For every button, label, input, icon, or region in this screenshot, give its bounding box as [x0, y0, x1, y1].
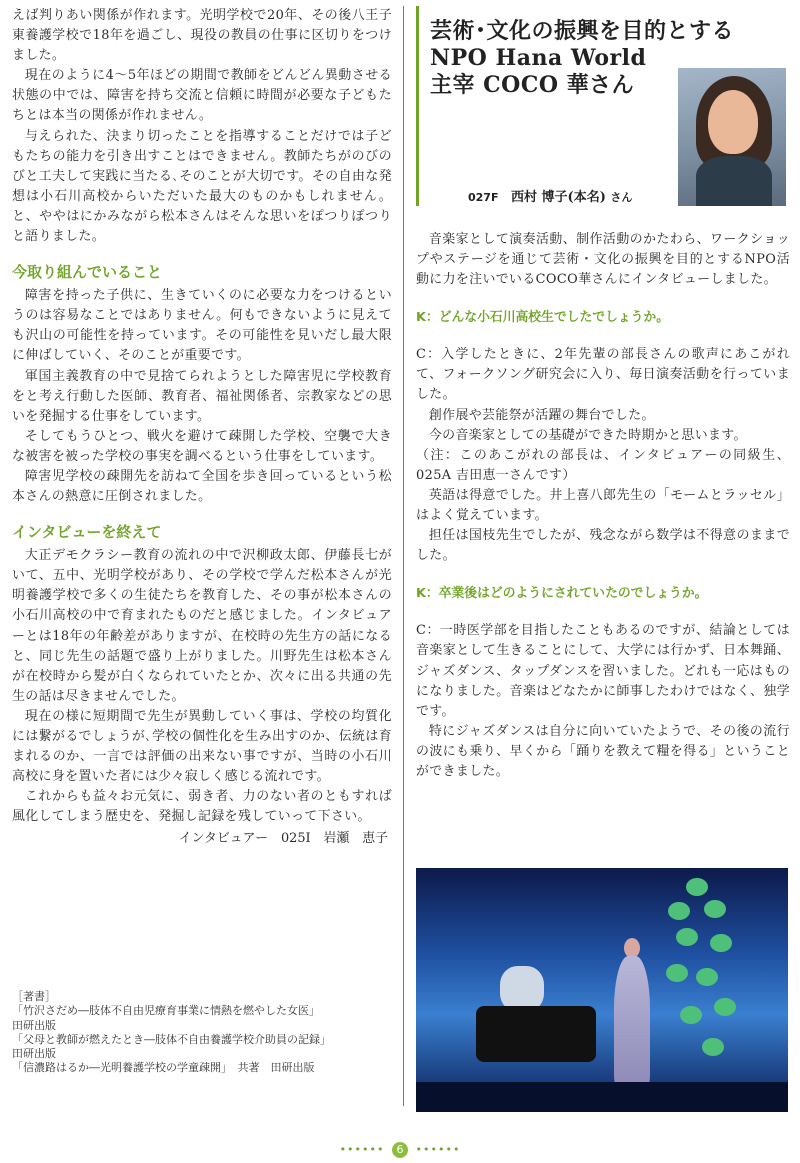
- page-number: 6: [392, 1142, 408, 1158]
- page-number-footer: [0, 1142, 800, 1158]
- leaf-shape: [702, 1038, 724, 1056]
- leaf-shape: [666, 964, 688, 982]
- title-accent-bar: [416, 6, 419, 206]
- question-1: K：どんな小石川高校生でしたでしょうか。: [416, 310, 670, 326]
- interview-body: [416, 230, 790, 782]
- answer1-paragraph-1: C：入学したときに、2年先輩の部長さんの歌声にあこがれて、フォークソング研究会に入り、毎日演奏活動を行っていました。: [416, 347, 790, 403]
- interview-intro: 音楽家として演奏活動、制作活動のかたわら、ワークショップやステージを通じて芸術・文化の振興を目的とするNPO活動に力を注いでいるCOCO華さんにインタビューしました。: [416, 232, 790, 288]
- column-divider: [403, 6, 404, 1106]
- grand-piano: [476, 1006, 596, 1062]
- stage-tree-prop: [666, 878, 736, 1078]
- books-list: [12, 990, 392, 1076]
- leaf-shape: [696, 968, 718, 986]
- leaf-shape: [668, 902, 690, 920]
- title-line-2: NPO Hana World: [430, 45, 647, 71]
- singer-figure: [612, 938, 652, 1088]
- answer1-paragraph-3: 今の音楽家としての基礎ができた時期かと思います。: [428, 427, 747, 443]
- portrait-face: [708, 90, 758, 154]
- leaf-shape: [686, 878, 708, 896]
- stage-floor: [416, 1082, 788, 1112]
- portrait-scarf: [696, 156, 772, 206]
- intro-paragraph-3: 与えられた、決まり切ったことを指導することだけでは子どもたちの能力を引き出すことはできません。教師たちがのびのびと工夫して実践に当たる､そのことが大切です。その自由な発想は小石川高校からいただいた最大のものかもしれません。と、ややはにかみながら松本さんはそんな思いをぽつりぽつりと語りました。: [12, 128, 392, 245]
- answer1-paragraph-6: 担任は国枝先生でしたが、残念ながら数学は不得意のままでした。: [416, 528, 790, 564]
- footer-dots-left: ••••••: [339, 1143, 385, 1156]
- section1-paragraph-3: そしてもうひとつ、戦火を避けて疎開した学校、空襲で大きな被害を被った学校の事実を調べるという仕事をしています。: [12, 428, 392, 464]
- leaf-shape: [704, 900, 726, 918]
- book-publisher: 田研出版: [12, 1047, 56, 1061]
- book-publisher: 田研出版: [12, 1018, 56, 1032]
- section1-paragraph-4: 障害児学校の疎開先を訪ねて全国を歩き回っているという松本さんの熱意に圧倒されました。: [12, 468, 392, 505]
- leaf-shape: [676, 928, 698, 946]
- interviewee-byline: [468, 186, 632, 205]
- answer2-paragraph-1: C：一時医学部を目指したこともあるのですが、結論としては音楽家として生きることにして、大学には行かず、日本舞踊、ジャズダンス、タップダンスを習いました。どれも一応はものになりました。音楽はどなたかに師事したわけではなく、独学です。: [416, 623, 790, 719]
- honorific-suffix: さん: [610, 191, 633, 204]
- stage-performance-photo: [416, 868, 788, 1112]
- question-2: K：卒業後はどのようにされていたのでしょうか。: [416, 586, 708, 602]
- answer1-note: （注：このあこがれの部長は、インタビュアーの同級生、025A 吉田恵一さんです）: [416, 447, 790, 483]
- section-title-after-interview: インタビューを終えて: [12, 523, 162, 542]
- section2-paragraph-3: これからも益々お元気に、弱き者、力のない者のともすれば風化してしまう歴史を、発掘し記録を残していって下さい。: [12, 789, 392, 825]
- title-line-1: 芸術･文化の振興を目的とする: [430, 18, 735, 44]
- section1-paragraph-2: 軍国主義教育の中で見捨てられようとした障害児に学校教育をと考え行動した医師、教育者、福祉関係者、宗教家などの思いを発掘する仕事をしています。: [12, 368, 392, 424]
- book-title: 「父母と教師が燃えたとき―肢体不自由養護学校介助員の記録」: [12, 1032, 331, 1046]
- leaf-shape: [710, 934, 732, 952]
- portrait-photo: [678, 68, 786, 206]
- interviewee-name: 西村 博子(本名): [511, 190, 606, 205]
- intro-paragraph-2: 現在のように4～5年ほどの期間で教師をどんどん異動させる状態の中では、障害を持ち交流と信頼に時間が必要な子どもたちとは本当の関係が作れません。: [12, 68, 392, 124]
- book-title: 「信濃路はるか―光明養護学校の学童疎開」 共著 田研出版: [12, 1061, 315, 1075]
- section2-paragraph-1: 大正デモクラシー教育の流れの中で沢柳政太郎、伊藤長七がいて、五中、光明学校があり、その学校で学んだ松本さんが光明養護学校で多くの生徒たちを教育した、その事が松本さんの小石川高校の中で育まれたものだと感じました。インタビュアーとは18年の年齢差がありますが、在校時の先生方の話になると、同じ先生の話題で盛り上がりました。川野先生は松本さんが在校時から髪が白くなられていたとか、次々に出る共通の先生の話は尽きませんでした。: [12, 548, 392, 704]
- books-heading: ［著書］: [12, 990, 56, 1003]
- intro-paragraph-1: えば判りあい関係が作れます。光明学校で20年、その後八王子東養護学校で18年を過ごし、現役の教員の仕事に区切りをつけました。: [12, 8, 392, 64]
- singer-head: [624, 938, 640, 958]
- article-header: [416, 6, 790, 206]
- member-number: 027F: [468, 191, 499, 204]
- section2-paragraph-2: 現在の様に短期間で先生が異動していく事は、学校の均質化には繋がるでしょうが､学校の個性化を生み出すのか、伝統は育まれるのか、一言では評価の出来ない事ですが、当時の小石川高校に身を置いた者には少々寂しく感じる流れです。: [12, 708, 392, 785]
- answer2-paragraph-2: 特にジャズダンスは自分に向いていたようで、その後の流行の波にも乗り、早くから「踊りを教えて糧を得る」ということができました。: [416, 723, 790, 779]
- title-line-3: 主宰 COCO 華さん: [430, 72, 635, 98]
- section-title-current-work: 今取り組んでいること: [12, 263, 163, 282]
- leaf-shape: [680, 1006, 702, 1024]
- book-title: 「竹沢さだめ―肢体不自由児療育事業に情熱を燃やした女医」: [12, 1004, 320, 1018]
- footer-dots-right: ••••••: [415, 1143, 461, 1156]
- answer1-paragraph-5: 英語は得意でした。井上喜八郎先生の「モームとラッセル」はよく覚えています。: [416, 487, 790, 524]
- section1-paragraph-1: 障害を持った子供に、生きていくのに必要な力をつけるというのは容易なことではありません。何もできないように見えても沢山の可能性を持っています。その可能性を見いだし最大限に伸ばしていく、そのことが重要です。: [12, 288, 392, 364]
- interviewer-signature: インタビュアー 025I 岩瀬 恵子: [178, 831, 388, 847]
- singer-dress: [614, 956, 650, 1088]
- left-column: [12, 6, 392, 849]
- right-column: [416, 6, 790, 782]
- answer1-paragraph-2: 創作展や芸能祭が活躍の舞台でした。: [428, 407, 655, 423]
- leaf-shape: [714, 998, 736, 1016]
